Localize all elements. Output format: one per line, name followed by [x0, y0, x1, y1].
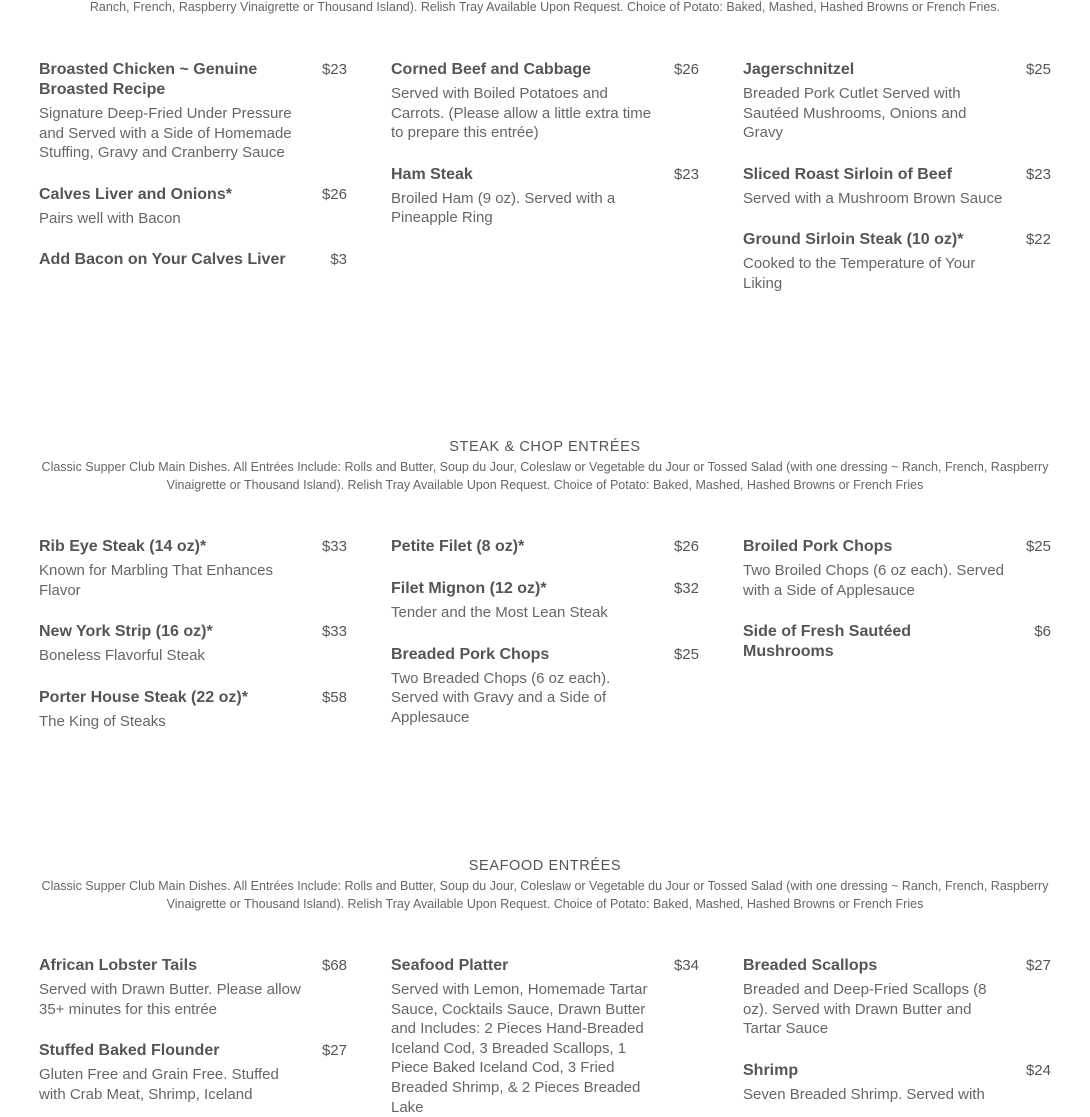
menu-item-description: Known for Marbling That Enhances Flavor	[39, 562, 274, 599]
seafood-section-header	[0, 857, 1090, 913]
menu-item-header	[391, 165, 699, 185]
steak-col1	[39, 537, 347, 731]
menu-item	[743, 537, 1051, 600]
menu-item	[743, 1061, 1051, 1105]
steak-col3	[743, 537, 1051, 662]
menu-item-header	[391, 956, 699, 976]
menu-item-name: Seafood Platter	[391, 957, 509, 974]
menu-item	[39, 185, 347, 229]
steak-section-header	[0, 438, 1090, 494]
menu-item-description: Two Broiled Chops (6 oz each). Served with a Side of Applesauce	[743, 562, 1004, 599]
menu-item-price: $27	[321, 1042, 347, 1060]
menu-item-name: Calves Liver and Onions*	[39, 185, 232, 203]
menu-item-header	[743, 1061, 1051, 1081]
menu-item-price: $25	[1025, 538, 1051, 555]
block1-col1	[39, 60, 347, 270]
menu-item-name: Add Bacon on Your Calves Liver	[39, 251, 286, 269]
menu-item-header	[743, 60, 1051, 80]
menu-item-price: $23	[321, 61, 347, 78]
menu-item-name: Porter House Steak (22 oz)*	[39, 688, 248, 706]
menu-item-description: Breaded Pork Cutlet Served with Sautéed Mushrooms, Onions and Gravy	[743, 85, 967, 142]
menu-item-header	[39, 185, 347, 205]
steak-section-title: STEAK & CHOP ENTRÉES	[449, 439, 641, 455]
menu-item-description: Served with a Mushroom Brown Sauce	[743, 189, 1003, 207]
menu-item-price: $34	[673, 957, 699, 974]
block1-col3	[743, 60, 1051, 294]
menu-item-header	[39, 622, 347, 642]
menu-item-price: $26	[673, 538, 699, 555]
menu-item-name: Corned Beef and Cabbage	[391, 61, 592, 78]
menu-item-name: New York Strip (16 oz)*	[39, 623, 213, 641]
menu-item-header	[39, 60, 347, 100]
menu-item	[39, 250, 347, 270]
menu-item-name: Broasted Chicken ~ Genuine Broasted Recipe	[39, 61, 258, 98]
steak-col2	[391, 537, 699, 727]
seafood-col2	[391, 956, 699, 1117]
seafood-col3	[743, 956, 1051, 1104]
menu-item	[391, 165, 699, 228]
menu-item-header	[39, 250, 347, 270]
menu-item-header	[391, 537, 699, 557]
menu-item-name: Ham Steak	[391, 165, 473, 183]
block1-col2	[391, 60, 699, 228]
menu-item	[743, 60, 1051, 143]
menu-item-header	[743, 537, 1051, 557]
menu-item-name: Broiled Pork Chops	[743, 538, 893, 555]
menu-item-description: Gluten Free and Grain Free. Stuffed with Crab Meat, Shrimp, Iceland	[39, 1066, 279, 1103]
menu-item-header	[743, 956, 1051, 976]
menu-item-name: African Lobster Tails	[39, 957, 197, 974]
menu-item-price: $6	[1034, 623, 1051, 641]
menu-item	[743, 230, 1051, 293]
menu-item-header	[391, 645, 699, 665]
menu-item-name: Stuffed Baked Flounder	[39, 1042, 220, 1060]
menu-item	[39, 956, 347, 1019]
menu-item	[743, 622, 1051, 662]
menu-item-price: $25	[673, 645, 699, 663]
menu-item-description: Boneless Flavorful Steak	[39, 647, 205, 665]
menu-item	[39, 60, 347, 163]
menu-item-name: Side of Fresh Sautéed Mushrooms	[743, 623, 912, 661]
menu-item	[39, 537, 347, 600]
menu-item-price: $26	[673, 61, 699, 78]
menu-item-description: Served with Lemon, Homemade Tartar Sauce, Cocktails Sauce, Drawn Butter and Includes: 2 Pieces Hand-Breaded Iceland Cod, 3 Breaded Scallops, 1 Piece Baked Iceland Cod, 3 Fried Breaded Shrimp, & 2 Pieces Breaded Lake	[391, 981, 648, 1116]
menu-item-header	[391, 579, 699, 599]
menu-item-description: Served with Boiled Potatoes and Carrots. (Please allow a little extra time to prepare this entrée)	[391, 85, 652, 142]
menu-item	[391, 60, 699, 143]
menu-item-description: Tender and the Most Lean Steak	[391, 604, 608, 621]
menu-item-name: Petite Filet (8 oz)*	[391, 538, 525, 555]
steak-section-desc: Classic Supper Club Main Dishes. All Entrées Include: Rolls and Butter, Soup du Jour, Coleslaw or Vegetable du Jour or Tossed Salad (with one dressing ~ Ranch, French, Raspberry Vinaigrette or Thousand Island). Relish Tray Available Upon Request. Choice of Potato: Baked, Mashed, Hashed Browns or French Fries	[41, 460, 1049, 492]
menu-item-description: Breaded and Deep-Fried Scallops (8 oz). Served with Drawn Butter and Tartar Sauce	[743, 981, 987, 1038]
menu-item-name: Filet Mignon (12 oz)*	[391, 580, 547, 597]
menu-item	[391, 579, 699, 623]
menu-item-header	[39, 688, 347, 708]
menu-item-price: $22	[1025, 231, 1051, 249]
menu-item-description: The King of Steaks	[39, 712, 166, 730]
menu-item-price: $24	[1025, 1061, 1051, 1079]
menu-item-price: $27	[1025, 957, 1051, 974]
menu-item-name: Ground Sirloin Steak (10 oz)*	[743, 231, 964, 249]
menu-item	[39, 622, 347, 666]
seafood-col1	[39, 956, 347, 1104]
menu-item-price: $26	[321, 185, 347, 203]
menu-item-name: Sliced Roast Sirloin of Beef	[743, 165, 952, 183]
menu-item-price: $33	[321, 538, 347, 555]
menu-item	[39, 1041, 347, 1104]
menu-item-description: Pairs well with Bacon	[39, 209, 181, 227]
menu-item-header	[743, 622, 1051, 662]
menu-item-name: Breaded Scallops	[743, 957, 878, 974]
menu-item-price: $33	[321, 623, 347, 641]
menu-item-price: $23	[1025, 165, 1051, 183]
menu-item	[743, 956, 1051, 1039]
menu-item-description: Signature Deep-Fried Under Pressure and Served with a Side of Homemade Stuffing, Gravy and Cranberry Sauce	[39, 105, 292, 162]
menu-item-description: Seven Breaded Shrimp. Served with	[743, 1085, 985, 1103]
menu-item-header	[39, 1041, 347, 1061]
menu-item-header	[39, 956, 347, 976]
menu-item-header	[743, 230, 1051, 250]
menu-item-name: Jagerschnitzel	[743, 61, 855, 78]
menu-item-price: $58	[321, 688, 347, 706]
menu-item	[743, 165, 1051, 209]
menu-item-name: Breaded Pork Chops	[391, 645, 550, 663]
menu-item-name: Shrimp	[743, 1061, 799, 1079]
menu-item-description: Broiled Ham (9 oz). Served with a Pineapple Ring	[391, 189, 616, 227]
menu-item	[391, 956, 699, 1117]
seafood-section-desc: Classic Supper Club Main Dishes. All Entrées Include: Rolls and Butter, Soup du Jour, Coleslaw or Vegetable du Jour or Tossed Salad (with one dressing ~ Ranch, French, Raspberry Vinaigrette or Thousand Island). Relish Tray Available Upon Request. Choice of Potato: Baked, Mashed, Hashed Browns or French Fries	[41, 879, 1049, 911]
menu-item-header	[391, 60, 699, 80]
menu-item	[391, 645, 699, 728]
seafood-section-title: SEAFOOD ENTRÉES	[468, 858, 622, 874]
menu-item-price: $25	[1025, 61, 1051, 78]
menu-item	[391, 537, 699, 557]
menu-item-description: Two Breaded Chops (6 oz each). Served with Gravy and a Side of Applesauce	[391, 669, 611, 726]
menu-item-price: $32	[673, 580, 699, 597]
top-note: Ranch, French, Raspberry Vinaigrette or Thousand Island). Relish Tray Available Upon Request. Choice of Potato: Baked, Mashed, Hashed Browns or French Fries.	[89, 0, 1001, 14]
menu-item-header	[39, 537, 347, 557]
menu-item-description: Cooked to the Temperature of Your Liking	[743, 255, 976, 292]
menu-item-header	[743, 165, 1051, 185]
menu-item-name: Rib Eye Steak (14 oz)*	[39, 538, 207, 555]
menu-item	[39, 688, 347, 732]
menu-item-description: Served with Drawn Butter. Please allow 35+ minutes for this entrée	[39, 981, 301, 1018]
menu-item-price: $3	[330, 251, 347, 269]
menu-item-price: $68	[321, 957, 347, 974]
menu-item-price: $23	[673, 165, 699, 183]
